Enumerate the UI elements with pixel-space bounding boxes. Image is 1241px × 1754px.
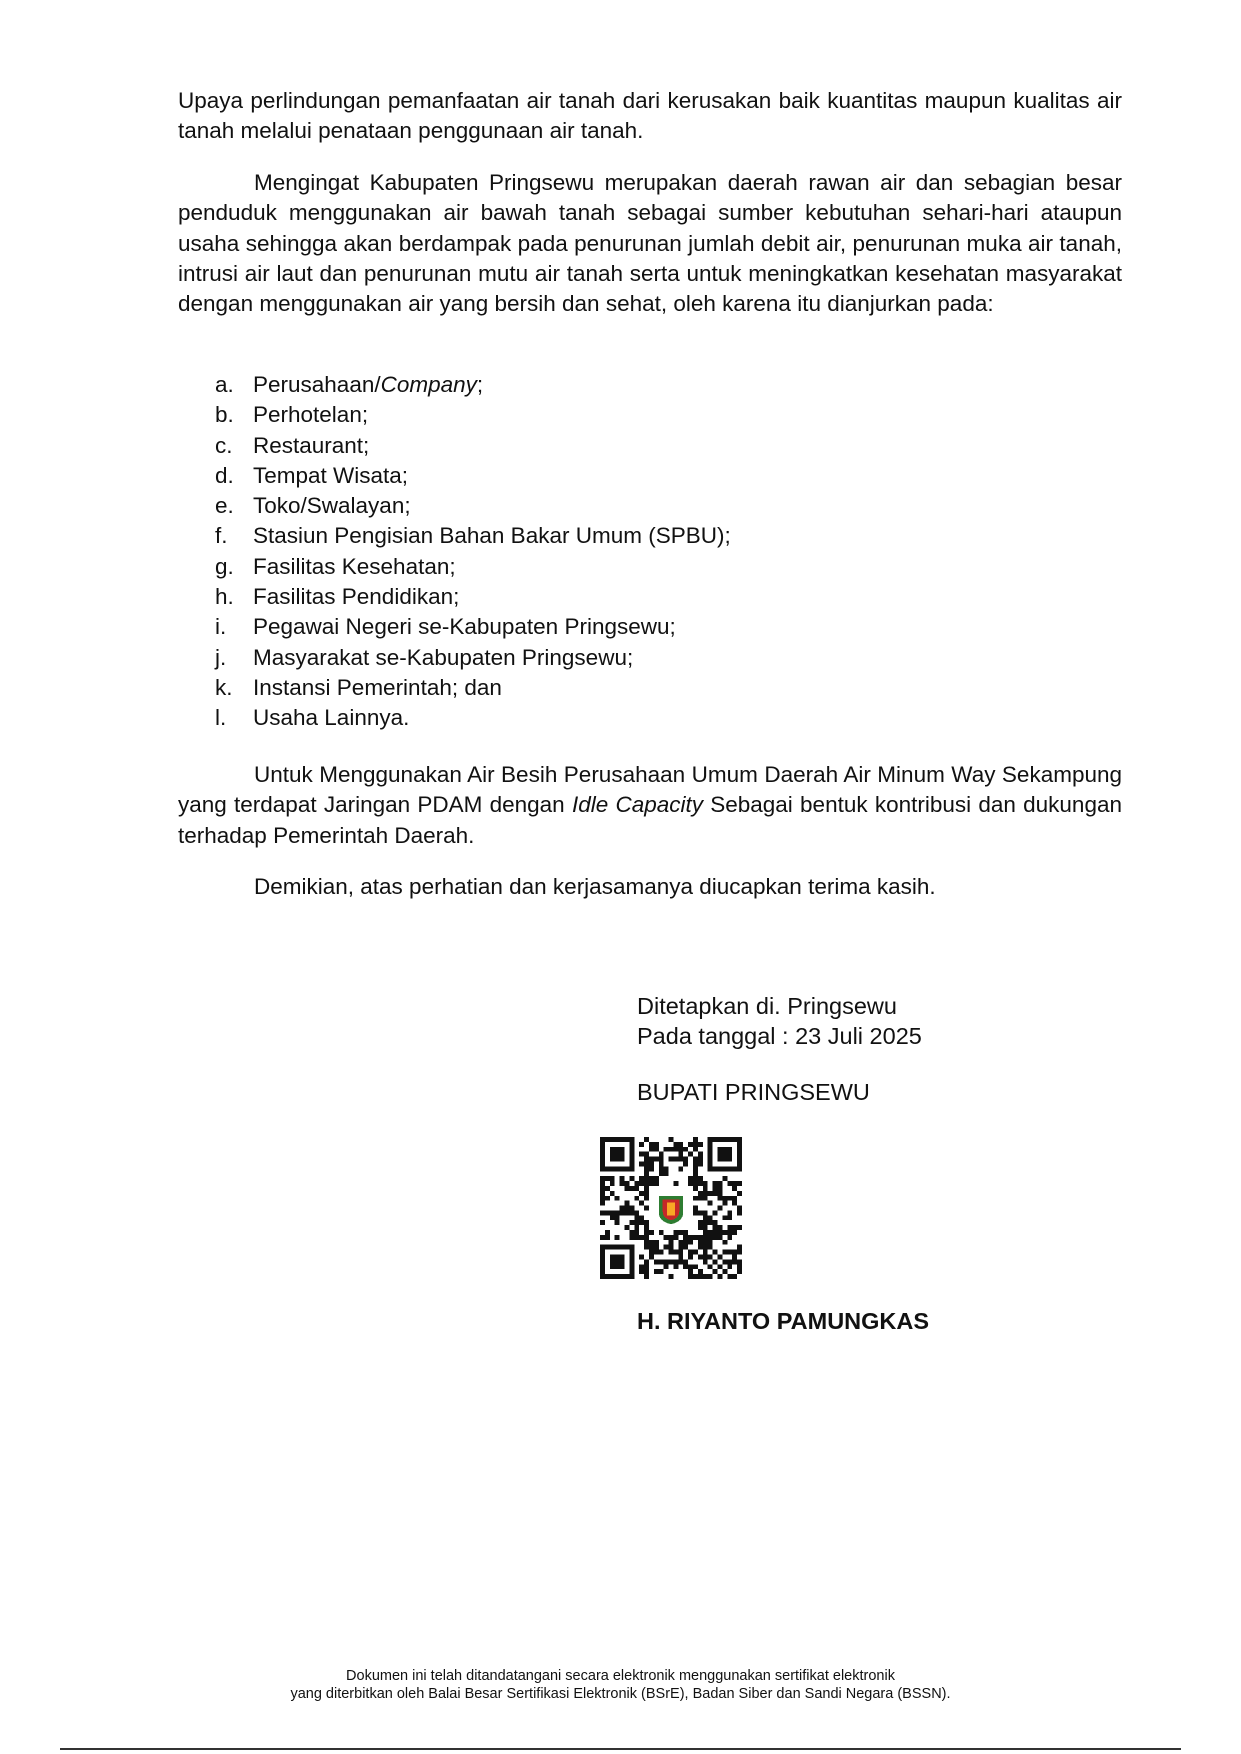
list-item: f. Stasiun Pengisian Bahan Bakar Umum (SPBU); xyxy=(215,523,731,549)
paragraph-intro: Upaya perlindungan pemanfaatan air tanah dari kerusakan baik kuantitas maupun kualitas air tanah melalui penataan penggunaan air tanah. xyxy=(178,88,1122,144)
list-item: a. Perusahaan/Company; xyxy=(215,372,484,397)
list-item: j. Masyarakat se-Kabupaten Pringsewu; xyxy=(215,644,634,670)
list-item: k. Instansi Pemerintah; dan xyxy=(215,674,502,700)
footer-divider xyxy=(60,1748,1181,1750)
signer-name: H. RIYANTO PAMUNGKAS xyxy=(637,1308,930,1334)
list-item: h. Fasilitas Pendidikan; xyxy=(215,584,460,610)
footer-esign-notice-line1: Dokumen ini telah ditandatangani secara elektronik menggunakan sertifikat elektronik xyxy=(346,1668,895,1684)
signature-office-title: BUPATI PRINGSEWU xyxy=(637,1079,870,1105)
recommended-parties-list xyxy=(215,370,1095,734)
list-item: g. Fasilitas Kesehatan; xyxy=(215,553,456,579)
paragraph-request: Untuk Menggunakan Air Besih Perusahaan Umum Daerah Air Minum Way Sekampung yang terdapat Jaringan PDAM dengan Idle Capacity Sebagai bentuk kontribusi dan dukungan terhadap Pemerintah Daerah. xyxy=(178,762,1122,848)
list-item: c. Restaurant; xyxy=(215,432,370,458)
qr-code-with-emblem-icon xyxy=(600,1137,742,1279)
list-item: e. Toko/Swalayan; xyxy=(215,493,411,519)
paragraph-closing: Demikian, atas perhatian dan kerjasamanya diucapkan terima kasih. xyxy=(254,874,936,899)
list-item: l. Usaha Lainnya. xyxy=(215,705,410,731)
regency-emblem-icon xyxy=(654,1191,688,1225)
list-item: b. Perhotelan; xyxy=(215,402,369,428)
paragraph-considering: Mengingat Kabupaten Pringsewu merupakan daerah rawan air dan sebagian besar penduduk menggunakan air bawah tanah sebagai sumber kebutuhan sehari-hari ataupun usaha sehingga akan berdampak pada penurunan jumlah debit air, penurunan muka air tanah, intrusi air laut dan penurunan mutu air tanah serta untuk meningkatkan kesehatan masyarakat dengan menggunakan air yang bersih dan sehat, oleh karena itu dianjurkan pada: xyxy=(178,170,1122,317)
signature-date: Pada tanggal : 23 Juli 2025 xyxy=(637,1023,922,1049)
signature-place: Ditetapkan di. Pringsewu xyxy=(637,993,897,1019)
list-item: i. Pegawai Negeri se-Kabupaten Pringsewu; xyxy=(215,614,676,640)
footer-esign-notice-line2: yang diterbitkan oleh Balai Besar Sertifikasi Elektronik (BSrE), Badan Siber dan Sandi Negara (BSSN). xyxy=(290,1686,951,1702)
list-item: d. Tempat Wisata; xyxy=(215,462,409,488)
